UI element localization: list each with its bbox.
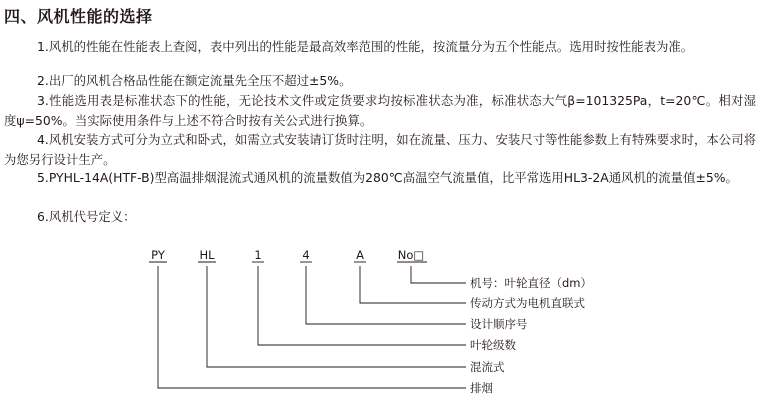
code-stage: 1 <box>254 248 262 262</box>
code-connectors <box>158 266 466 388</box>
section-heading: 四、风机性能的选择 <box>4 7 153 26</box>
desc-drive: 传动方式为电机直联式 <box>470 296 585 310</box>
code-hl: HL <box>199 248 215 262</box>
desc-stage: 叶轮级数 <box>470 338 516 352</box>
desc-machine-no: 机号：叶轮直径（dm） <box>470 276 593 290</box>
desc-smoke-exhaust: 排烟 <box>470 381 493 395</box>
paragraph-4: 4.风机安装方式可分为立式和卧式，如需立式安装请订货时注明，如在流量、压力、安装尺寸等性能参数上有特殊要求时，本公司将为您另行设计生产。 <box>4 132 756 167</box>
paragraph-2: 2.出厂的风机合格品性能在额定流量先全压不超过±5%。 <box>37 73 352 88</box>
code-drive: A <box>356 248 364 262</box>
paragraph-3: 3.性能选用表是标准状态下的性能，无论技术文件或定货要求均按标准状态为准，标准状态大气β=101325Pa，t=20℃。相对湿度ψ=50%。当实际使用条件与上述不符合时按有关公式进行换算。 <box>4 93 756 128</box>
code-sequence: 4 <box>302 248 310 262</box>
code-py: PY <box>151 248 165 262</box>
paragraph-6: 6.风机代号定义： <box>37 209 136 224</box>
paragraph-5: 5.PYHL-14A(HTF-B)型高温排烟混流式通风机的流量数值为280℃高温空气流量值，比平常选用HL3-2A通风机的流量值±5%。 <box>37 170 738 185</box>
paragraph-1: 1.风机的性能在性能表上查阅，表中列出的性能是最高效率范围的性能，按流量分为五个性能点。选用时按性能表为准。 <box>37 39 694 54</box>
desc-sequence: 设计顺序号 <box>470 317 528 331</box>
code-machine-no: No□ <box>397 248 425 262</box>
desc-mixed-flow: 混流式 <box>470 360 505 374</box>
